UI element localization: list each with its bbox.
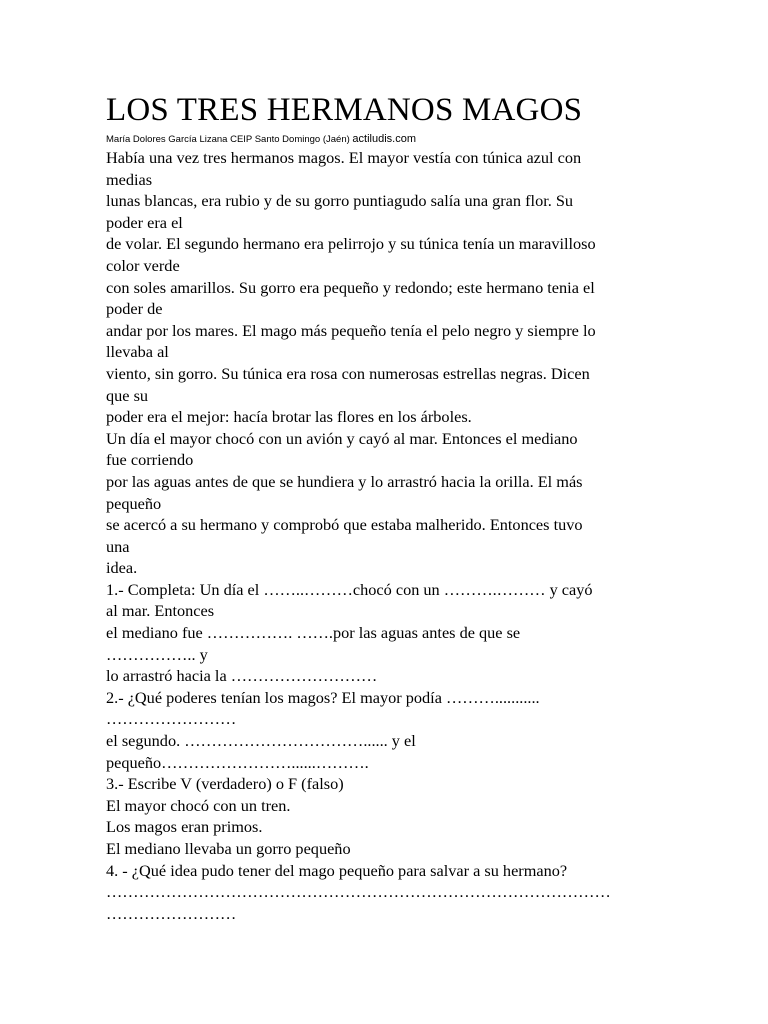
text-line: color verde bbox=[106, 255, 180, 275]
text-line: Un día el mayor chocó con un avión y cayó al mar. Entonces el mediano bbox=[106, 428, 578, 448]
text-line: se acercó a su hermano y comprobó que estaba malherido. Entonces tuvo bbox=[106, 515, 583, 535]
document-title: LOS TRES HERMANOS MAGOS bbox=[106, 92, 583, 128]
text-line: que su bbox=[106, 385, 149, 405]
question-line: al mar. Entonces bbox=[106, 601, 215, 621]
author-byline bbox=[106, 133, 416, 146]
question-line: El mediano llevaba un gorro pequeño bbox=[106, 839, 351, 858]
text-line: medias bbox=[106, 169, 153, 189]
text-line: una bbox=[106, 536, 130, 556]
text-line: lunas blancas, era rubio y de su gorro puntiagudo salía una gran flor. Su bbox=[106, 191, 574, 211]
author-credit: María Dolores García Lizana CEIP Santo Domingo (Jaén) bbox=[106, 134, 350, 145]
question-line: 3.- Escribe V (verdadero) o F (falso) bbox=[106, 774, 344, 794]
text-line: andar por los mares. El mago más pequeño tenía el pelo negro y siempre lo bbox=[106, 320, 596, 340]
answer-blank-line: ………………………………………………………………………………… bbox=[106, 882, 611, 902]
text-line: poder de bbox=[106, 299, 163, 319]
text-line: con soles amarillos. Su gorro era pequeño y redondo; este hermano tenia el bbox=[106, 277, 595, 297]
question-line: 4. - ¿Qué idea pudo tener del mago pequeño para salvar a su hermano? bbox=[106, 860, 568, 880]
website-credit: actiludis.com bbox=[352, 133, 416, 145]
text-line: por las aguas antes de que se hundiera y lo arrastró hacia la orilla. El más bbox=[106, 471, 583, 491]
question-line: el segundo. ……………………………...... y el bbox=[106, 731, 416, 751]
question-line: 1.- Completa: Un día el ……..………chocó con un ……….……… y cayó bbox=[106, 579, 593, 599]
question-line: Los magos eran primos. bbox=[106, 817, 263, 837]
text-line: poder era el bbox=[106, 212, 183, 232]
question-line: 2.- ¿Qué poderes tenían los magos? El mayor podía ………........... bbox=[106, 687, 540, 707]
question-line: pequeño……………………......………. bbox=[106, 752, 369, 772]
question-line: lo arrastró hacia la ……………………… bbox=[106, 666, 378, 686]
story-body bbox=[106, 147, 666, 924]
text-line: poder era el mejor: hacía brotar las flores en los árboles. bbox=[106, 407, 472, 427]
answer-blank-line: …………………… bbox=[106, 903, 237, 923]
text-line: viento, sin gorro. Su túnica era rosa con numerosas estrellas negras. Dicen bbox=[106, 363, 590, 383]
question-line: …………………… bbox=[106, 709, 237, 729]
text-line: idea. bbox=[106, 558, 138, 578]
question-line: el mediano fue ……………. …….por las aguas antes de que se bbox=[106, 623, 521, 643]
text-line: fue corriendo bbox=[106, 450, 194, 470]
text-line: Había una vez tres hermanos magos. El mayor vestía con túnica azul con bbox=[106, 148, 582, 167]
text-line: pequeño bbox=[106, 493, 162, 513]
question-line: El mayor chocó con un tren. bbox=[106, 795, 291, 815]
text-line: de volar. El segundo hermano era pelirrojo y su túnica tenía un maravilloso bbox=[106, 234, 596, 254]
question-line: …………….. y bbox=[106, 644, 208, 664]
text-line: llevaba al bbox=[106, 342, 169, 362]
